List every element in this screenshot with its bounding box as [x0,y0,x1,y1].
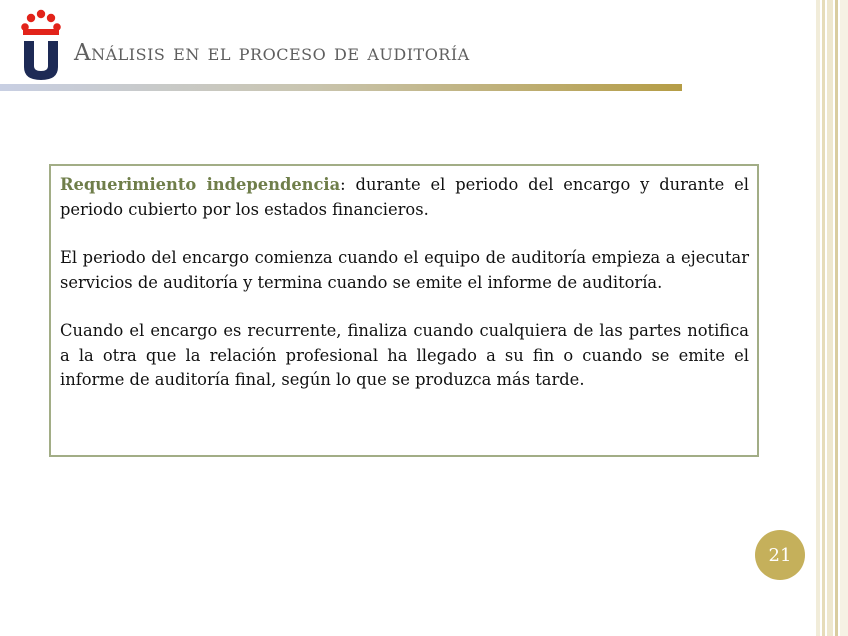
content-box [49,164,759,457]
slide-title: Análisis en el proceso de auditoría [74,40,470,66]
title-divider [0,84,682,91]
university-logo-icon [20,8,62,80]
requirement-highlight: Requerimiento independencia [60,175,341,194]
paragraph-engagement-period: El periodo del encargo comienza cuando el equipo de auditoría empieza a ejecutar servicios de auditoría y termina cuando se emite el informe de auditoría. [60,248,749,292]
paragraph-recurring-engagement: Cuando el encargo es recurrente, finaliza cuando cualquiera de las partes notifica a la otra que la relación profesional ha llegado a su fin o cuando se emite el informe de auditoría final, según lo que se produzca más tarde. [60,321,749,389]
decorative-side-stripes [816,0,848,636]
paragraph-requirement [60,173,749,222]
page-number-badge: 21 [755,530,805,580]
requirement-text: : durante el periodo del encargo y durante el periodo cubierto por los estados financieros. [60,175,749,219]
